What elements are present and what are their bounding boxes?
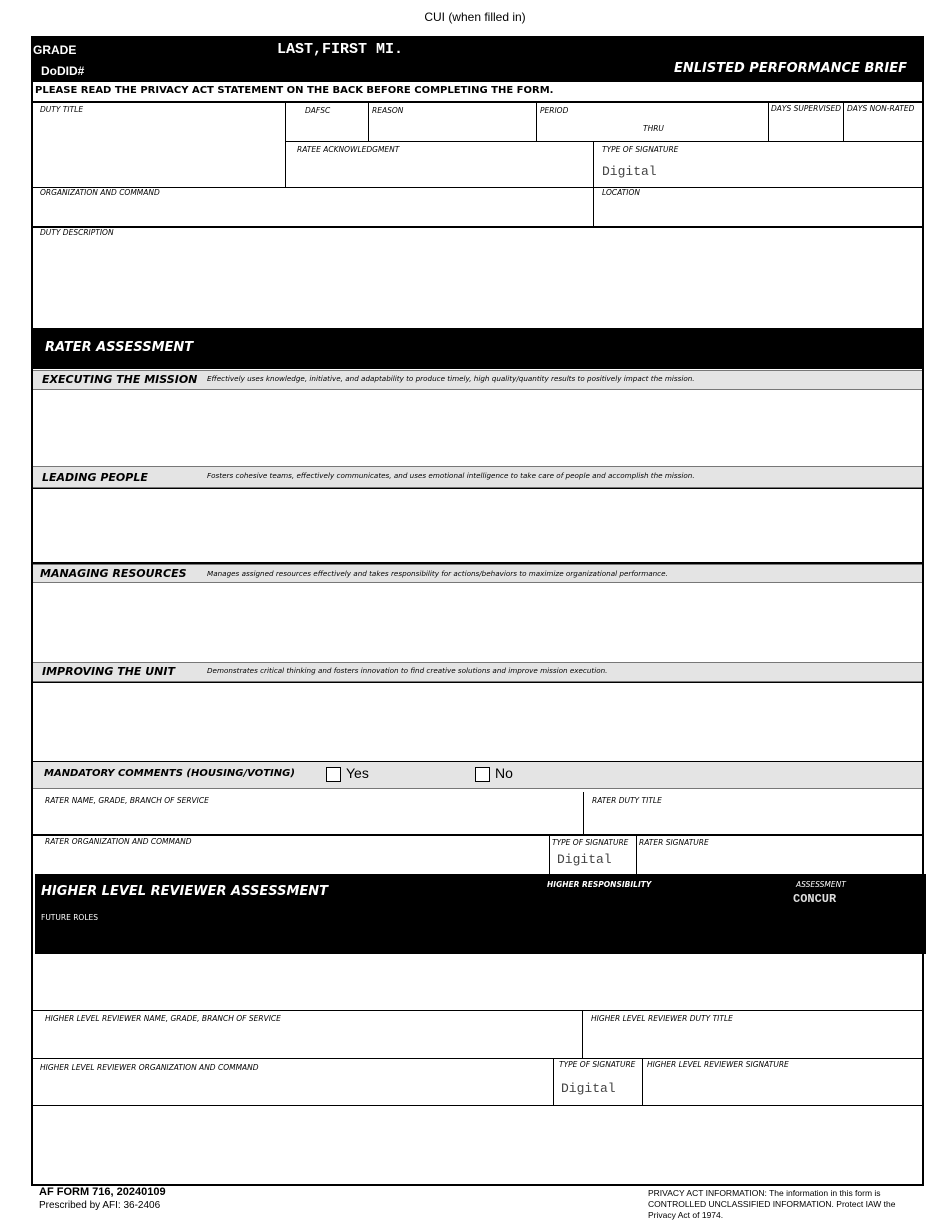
divider xyxy=(549,835,550,875)
duty-description-label: DUTY DESCRIPTION xyxy=(40,228,114,237)
form-right-border xyxy=(922,36,924,1186)
divider xyxy=(636,835,637,875)
section-title: IMPROVING THE UNIT xyxy=(42,665,175,678)
prescribed-by: Prescribed by AFI: 36-2406 xyxy=(39,1200,161,1211)
reason-label: REASON xyxy=(372,106,404,115)
org-command-label: ORGANIZATION AND COMMAND xyxy=(40,188,160,197)
hlr-comments-field[interactable] xyxy=(35,956,919,1008)
hlr-org-label: HIGHER LEVEL REVIEWER ORGANIZATION AND COMMAND xyxy=(40,1063,259,1072)
rater-name-label: RATER NAME, GRADE, BRANCH OF SERVICE xyxy=(45,796,209,805)
improving-unit-field[interactable] xyxy=(35,684,919,760)
assessment-value[interactable]: CONCUR xyxy=(793,892,837,906)
section-description: Manages assigned resources effectively and takes responsibility for actions/behaviors to maximize organizational performance. xyxy=(207,569,668,578)
cui-marking: CUI (when filled in) xyxy=(424,10,526,24)
rater-assessment-bar xyxy=(33,328,924,369)
divider xyxy=(768,102,769,142)
form-id: AF FORM 716, 20240109 xyxy=(39,1186,166,1198)
divider xyxy=(843,102,844,142)
higher-responsibility-label: HIGHER RESPONSIBILITY xyxy=(547,880,652,889)
signature-type-label: TYPE OF SIGNATURE xyxy=(602,145,679,154)
leading-people-field[interactable] xyxy=(35,490,919,560)
privacy-line: PRIVACY ACT INFORMATION: The information in this form is xyxy=(648,1188,881,1198)
divider xyxy=(31,1105,924,1106)
divider xyxy=(31,101,924,103)
duty-description-field[interactable] xyxy=(35,240,919,326)
location-label: LOCATION xyxy=(602,188,640,197)
rater-duty-title-label: RATER DUTY TITLE xyxy=(592,796,662,805)
form-left-border xyxy=(31,36,33,1186)
divider xyxy=(582,1011,583,1058)
divider xyxy=(31,1058,924,1059)
no-checkbox[interactable] xyxy=(475,767,490,782)
no-label: No xyxy=(495,765,513,781)
section-title: EXECUTING THE MISSION xyxy=(42,373,198,386)
header-bar xyxy=(31,36,924,82)
executing-mission-field[interactable] xyxy=(35,392,919,464)
divider xyxy=(285,141,924,142)
rater-signature-label: RATER SIGNATURE xyxy=(639,838,709,847)
ratee-ack-label: RATEE ACKNOWLEDGMENT xyxy=(297,145,400,154)
hlr-name-label: HIGHER LEVEL REVIEWER NAME, GRADE, BRANCH OF SERVICE xyxy=(45,1014,281,1023)
divider xyxy=(31,682,924,683)
yes-checkbox[interactable] xyxy=(326,767,341,782)
hlr-assessment-bar xyxy=(35,874,926,954)
grade-label: GRADE xyxy=(33,43,77,57)
divider xyxy=(31,1010,924,1011)
divider xyxy=(593,141,594,227)
privacy-line: CONTROLLED UNCLASSIFIED INFORMATION. Protect IAW the xyxy=(648,1199,896,1209)
hlr-sig-type-value[interactable]: Digital xyxy=(561,1081,616,1096)
period-label: PERIOD xyxy=(540,106,569,115)
days-supervised-label: DAYS SUPERVISED xyxy=(771,104,841,113)
hlr-duty-title-label: HIGHER LEVEL REVIEWER DUTY TITLE xyxy=(591,1014,733,1023)
dafsc-label: DAFSC xyxy=(305,106,331,115)
section-description: Effectively uses knowledge, initiative, and adaptability to produce timely, high quality/quantity results to positively impact the mission. xyxy=(207,374,695,383)
hlr-signature-label: HIGHER LEVEL REVIEWER SIGNATURE xyxy=(647,1060,789,1069)
divider xyxy=(536,102,537,142)
rater-sig-type-value[interactable]: Digital xyxy=(557,852,612,867)
divider xyxy=(642,1058,643,1105)
yes-label: Yes xyxy=(346,765,369,781)
divider xyxy=(31,187,924,188)
future-roles-label: FUTURE ROLES xyxy=(41,913,99,922)
privacy-act-info xyxy=(648,1188,895,1221)
ratee-name[interactable]: LAST,FIRST MI. xyxy=(277,41,404,58)
divider xyxy=(31,488,924,489)
rater-org-label: RATER ORGANIZATION AND COMMAND xyxy=(45,837,192,846)
duty-title-label: DUTY TITLE xyxy=(40,105,84,114)
hlr-sig-type-label: TYPE OF SIGNATURE xyxy=(559,1060,636,1069)
divider xyxy=(31,226,924,228)
mandatory-comments-label: MANDATORY COMMENTS (HOUSING/VOTING) xyxy=(44,768,295,779)
divider xyxy=(31,834,924,836)
divider xyxy=(285,102,286,188)
divider xyxy=(368,102,369,142)
days-non-rated-label: DAYS NON-RATED xyxy=(847,104,915,113)
signature-type-value[interactable]: Digital xyxy=(602,164,657,179)
privacy-notice: PLEASE READ THE PRIVACY ACT STATEMENT ON THE BACK BEFORE COMPLETING THE FORM. xyxy=(35,85,554,96)
hlr-title: HIGHER LEVEL REVIEWER ASSESSMENT xyxy=(41,884,329,899)
thru-label: THRU xyxy=(643,124,664,133)
additional-field[interactable] xyxy=(35,1108,919,1182)
section-description: Demonstrates critical thinking and fosters innovation to find creative solutions and improve mission execution. xyxy=(207,666,608,675)
assessment-label: ASSESSMENT xyxy=(796,880,846,889)
divider xyxy=(553,1058,554,1105)
section-description: Fosters cohesive teams, effectively communicates, and uses emotional intelligence to take care of people and accomplish the mission. xyxy=(207,471,695,480)
form-title: ENLISTED PERFORMANCE BRIEF xyxy=(674,61,908,76)
section-title: MANAGING RESOURCES xyxy=(40,567,187,580)
dodid-label: DoDID# xyxy=(41,64,85,78)
section-title: LEADING PEOPLE xyxy=(42,471,148,484)
privacy-line: Privacy Act of 1974. xyxy=(648,1210,724,1220)
divider xyxy=(583,792,584,834)
managing-resources-field[interactable] xyxy=(35,585,919,661)
rater-assessment-title: RATER ASSESSMENT xyxy=(45,340,194,355)
rater-sig-type-label: TYPE OF SIGNATURE xyxy=(552,838,629,847)
